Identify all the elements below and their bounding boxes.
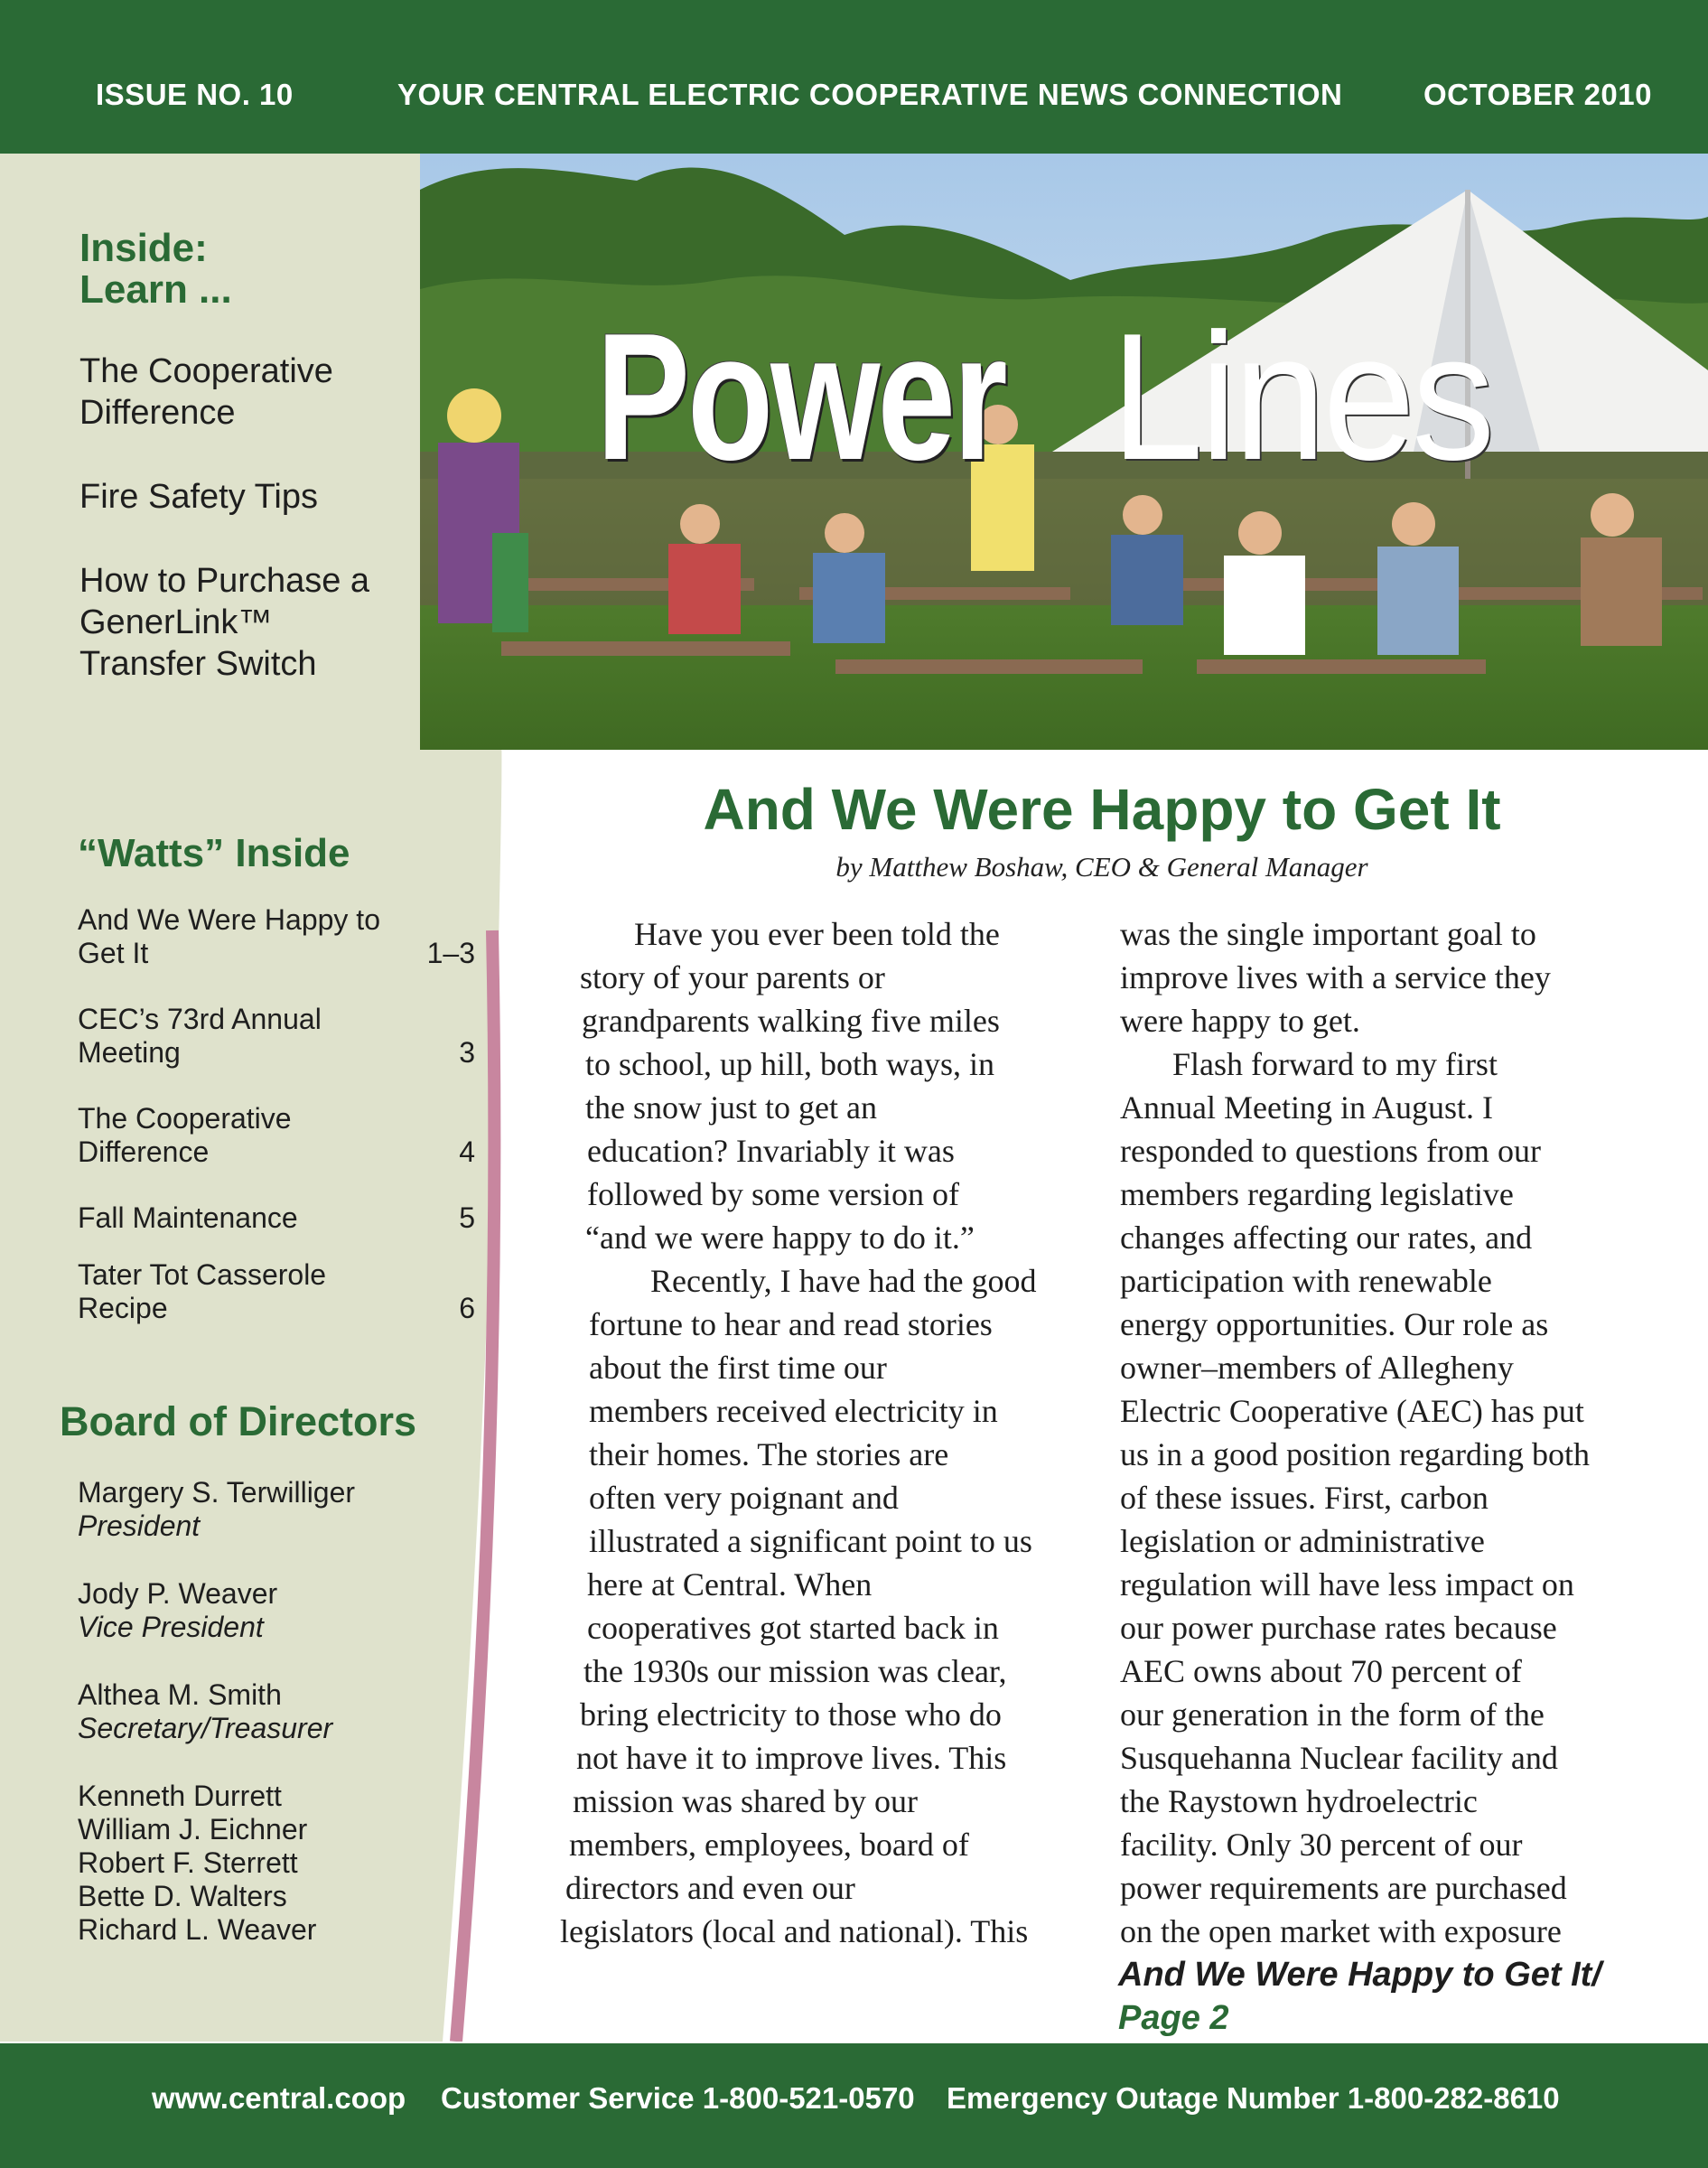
article-line: Recently, I have had the good	[650, 1263, 1037, 1299]
article-line: illustrated a significant point to us	[589, 1523, 1032, 1559]
article-line: bring electricity to those who do	[580, 1696, 1002, 1733]
toc-item-title: CEC’s 73rd Annual Meeting	[78, 1003, 322, 1069]
board-member-name: Althea M. Smith	[78, 1678, 282, 1711]
article-line: grandparents walking five miles	[582, 1003, 1000, 1039]
article-line: “and we were happy to do it.”	[585, 1220, 975, 1256]
article-line: of these issues. First, carbon	[1120, 1480, 1489, 1516]
article-line: often very poignant and	[589, 1480, 899, 1516]
article-line: their homes. The stories are	[589, 1436, 949, 1472]
article-line: here at Central. When	[587, 1566, 873, 1603]
article-line: AEC owns about 70 percent of	[1120, 1653, 1522, 1689]
issue-number: ISSUE NO. 10	[96, 78, 294, 111]
article-line: improve lives with a service they	[1120, 959, 1551, 995]
article-line: were happy to get.	[1120, 1003, 1360, 1039]
article-line: mission was shared by our	[573, 1783, 918, 1819]
toc-item-title: And We Were Happy to Get It	[78, 903, 380, 969]
board-members-list	[78, 1780, 475, 1947]
article-line: members regarding legislative	[1120, 1176, 1514, 1212]
article-line: us in a good position regarding both	[1120, 1436, 1590, 1472]
inside-item: Fire Safety Tips	[79, 478, 318, 516]
article-line: not have it to improve lives. This	[576, 1740, 1007, 1776]
article-line: power requirements are purchased	[1120, 1870, 1567, 1906]
toc-item-title: Tater Tot Casserole Recipe	[78, 1258, 327, 1324]
table-of-contents	[78, 831, 475, 1358]
article-line: education? Invariably it was	[587, 1133, 955, 1169]
article-line: our generation in the form of the	[1120, 1696, 1545, 1733]
board-member-name: William J. Eichner	[78, 1813, 308, 1846]
article-line: Flash forward to my first	[1172, 1046, 1498, 1082]
article-line: Electric Cooperative (AEC) has put	[1120, 1393, 1584, 1429]
masthead-title	[596, 296, 1492, 498]
article-line: the 1930s our mission was clear,	[583, 1653, 1007, 1689]
article-line: owner–members of Allegheny	[1120, 1350, 1514, 1386]
inside-item: How to Purchase a GenerLink™ Transfer Switch	[79, 562, 370, 683]
article-byline: by Matthew Boshaw, CEO & General Manager	[835, 851, 1368, 883]
customer-service-number: Customer Service 1-800-521-0570	[441, 2081, 915, 2115]
toc-item-page: 6	[459, 1292, 475, 1324]
toc-item-page: 3	[459, 1036, 475, 1069]
toc-item-page: 5	[459, 1201, 475, 1234]
toc-item[interactable]	[78, 1201, 475, 1235]
board-member-name: Margery S. Terwilliger	[78, 1476, 356, 1509]
continued-title: And We Were Happy to Get It/	[1118, 1956, 1601, 1994]
continued-link[interactable]	[1118, 1953, 1660, 2040]
article-line: story of your parents or	[580, 959, 885, 995]
continued-page: Page 2	[1118, 1999, 1229, 2037]
article-line: about the first time our	[589, 1350, 887, 1386]
article-line: changes affecting our rates, and	[1120, 1220, 1533, 1256]
article-line: the Raystown hydroelectric	[1120, 1783, 1478, 1819]
toc-item[interactable]	[78, 903, 475, 970]
article-line: energy opportunities. Our role as	[1120, 1306, 1549, 1342]
article-column-2	[1120, 912, 1653, 1953]
article-line: legislators (local and national). This	[560, 1913, 1029, 1949]
article-column-1	[560, 912, 1093, 1953]
board-member-name: Bette D. Walters	[78, 1880, 287, 1912]
website-link[interactable]: www.central.coop	[152, 2081, 406, 2115]
article-line: our power purchase rates because	[1120, 1610, 1557, 1646]
toc-item[interactable]	[78, 1102, 475, 1169]
article-line: legislation or administrative	[1120, 1523, 1485, 1559]
article-line: participation with renewable	[1120, 1263, 1492, 1299]
board-heading: Board of Directors	[60, 1398, 417, 1444]
article-line: fortune to hear and read stories	[589, 1306, 993, 1342]
board-member-name: Robert F. Sterrett	[78, 1846, 298, 1879]
toc-heading: “Watts” Inside	[78, 831, 350, 875]
board-officer	[78, 1476, 475, 1543]
article-line: was the single important goal to	[1120, 916, 1536, 952]
article-line: cooperatives got started back in	[587, 1610, 999, 1646]
article-line: members, employees, board of	[569, 1827, 969, 1863]
article-line: on the open market with exposure	[1120, 1913, 1562, 1949]
board-member-name: Jody P. Weaver	[78, 1577, 278, 1610]
header-bar	[0, 0, 1708, 154]
board-member-name: Kenneth Durrett	[78, 1780, 282, 1812]
board-member-role: Vice President	[78, 1611, 264, 1643]
board-officer	[78, 1678, 475, 1745]
board-member-role: President	[78, 1509, 201, 1542]
toc-item-title: The Cooperative Difference	[78, 1102, 292, 1168]
article-line: Susquehanna Nuclear facility and	[1120, 1740, 1558, 1776]
masthead-lines: Lines	[1111, 296, 1492, 498]
header-tagline: YOUR CENTRAL ELECTRIC COOPERATIVE NEWS CONNECTION	[397, 78, 1343, 111]
article-line: followed by some version of	[587, 1176, 959, 1212]
toc-item-title: Fall Maintenance	[78, 1201, 298, 1234]
footer-bar	[0, 2043, 1708, 2168]
article-line: Have you ever been told the	[634, 916, 1000, 952]
board-officer	[78, 1577, 475, 1644]
board-member-role: Secretary/Treasurer	[78, 1712, 333, 1744]
toc-item[interactable]	[78, 1003, 475, 1070]
issue-date: OCTOBER 2010	[1423, 78, 1652, 111]
article-line: to school, up hill, both ways, in	[585, 1046, 994, 1082]
inside-section	[79, 228, 459, 727]
article-line: members received electricity in	[589, 1393, 998, 1429]
board-member-name: Richard L. Weaver	[78, 1913, 317, 1946]
article-line: the snow just to get an	[585, 1089, 877, 1126]
article-line: Annual Meeting in August. I	[1120, 1089, 1493, 1126]
toc-item[interactable]	[78, 1258, 475, 1325]
masthead-power: Power	[596, 296, 1005, 498]
inside-heading: Inside: Learn ...	[79, 226, 232, 312]
emergency-outage-number: Emergency Outage Number 1-800-282-8610	[947, 2081, 1560, 2115]
board-of-directors	[60, 1398, 475, 1981]
article-line: facility. Only 30 percent of our	[1120, 1827, 1523, 1863]
article-line: directors and even our	[565, 1870, 855, 1906]
article-line: regulation will have less impact on	[1120, 1566, 1574, 1603]
inside-item: The Cooperative Difference	[79, 352, 333, 432]
toc-item-page: 4	[459, 1135, 475, 1168]
article-line: responded to questions from our	[1120, 1133, 1541, 1169]
toc-item-page: 1–3	[426, 937, 475, 969]
article-title: And We Were Happy to Get It	[703, 777, 1501, 842]
